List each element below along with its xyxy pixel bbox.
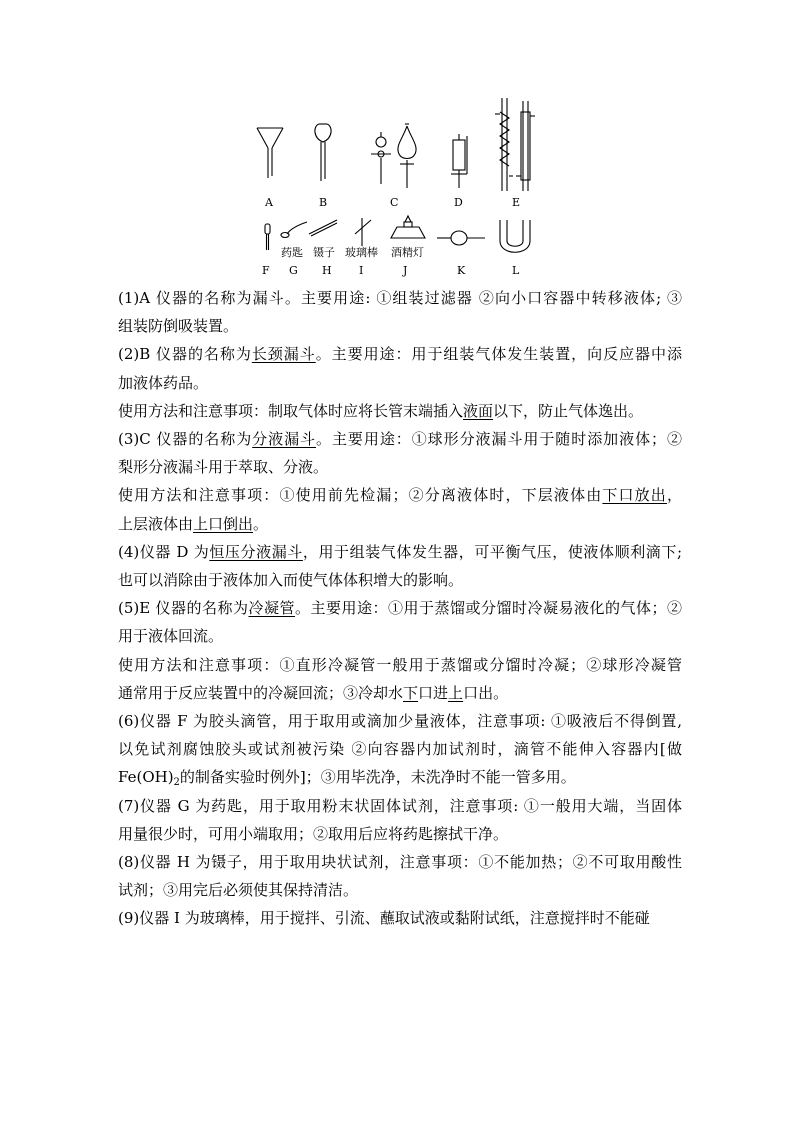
text-line: 使用方法和注意事项：①使用前先检漏；②分离液体时，下层液体由下口放出，	[118, 486, 682, 505]
label-e: E	[512, 196, 521, 209]
text-line: (2)B 仪器的名称为长颈漏斗。主要用途：用于组装气体发生装置，向反应器中添	[118, 345, 682, 364]
glass-rod-i-icon	[355, 218, 371, 246]
dropper-f-icon	[265, 224, 270, 250]
spoon-g-icon	[281, 222, 307, 238]
text-line: 梨形分液漏斗用于萃取、分液。	[118, 458, 329, 477]
caption-j: 酒精灯	[391, 246, 424, 259]
label-l: L	[512, 264, 520, 277]
body-text	[118, 284, 682, 933]
alcohol-lamp-j-icon	[391, 216, 425, 238]
drying-tube-k-icon	[437, 231, 485, 245]
label-a: A	[265, 196, 273, 209]
label-h: H	[322, 264, 332, 277]
underlined-answer: 恒压分液漏斗	[209, 542, 303, 561]
underlined-answer: 冷凝管	[248, 599, 295, 618]
text-line: (8)仪器 H 为镊子，用于取用块状试剂，注意事项：①不能加热；②不可取用酸性	[118, 853, 682, 872]
text-line: 也可以消除由于液体加入而使气体体积增大的影响。	[118, 571, 464, 590]
text-line: 使用方法和注意事项：制取气体时应将长管末端插入液面以下，防止气体逸出。	[118, 401, 644, 420]
underlined-answer: 下口放出	[602, 486, 667, 505]
text-line: (4)仪器 D 为恒压分液漏斗，用于组装气体发生器，可平衡气压，使液体顺利滴下;	[118, 542, 683, 561]
tweezers-h-icon	[309, 220, 337, 236]
caption-g: 药匙	[281, 246, 303, 259]
label-c: C	[390, 196, 399, 209]
pressure-funnel-d-icon	[451, 134, 467, 188]
text-line: 加液体药品。	[118, 373, 209, 392]
text-line: 试剂；③用完后必须使其保持清洁。	[118, 881, 359, 900]
underlined-answer: 上口倒出	[193, 514, 254, 533]
label-d: D	[454, 196, 463, 209]
apparatus-figure	[245, 96, 550, 281]
text-line: (7)仪器 G 为药匙，用于取用粉末状固体试剂，注意事项: ①一般用大端，当固体	[118, 796, 682, 815]
text-line: (1)A 仪器的名称为漏斗。主要用途: ①组装过滤器 ②向小口容器中转移液体; ③	[118, 289, 682, 307]
label-b: B	[319, 196, 328, 209]
underlined-answer: 液面	[463, 401, 494, 420]
text-line: (6)仪器 F 为胶头滴管，用于取用或滴加少量液体，注意事项: ①吸液后不得倒置,	[118, 712, 682, 731]
separatory-funnel-c-icon	[371, 124, 416, 188]
underlined-answer: 分液漏斗	[252, 430, 316, 449]
subscript: 2	[173, 777, 180, 789]
text-line: (9)仪器 I 为玻璃棒，用于搅拌、引流、蘸取试液或黏附试纸，注意搅拌时不能碰	[118, 909, 650, 928]
underlined-answer: 上	[448, 683, 464, 702]
text-line: $Fe(OH)_2$的制备实验时例外]；③用毕洗净，未洗净时不能一管多用。	[118, 768, 576, 789]
underlined-answer: 长颈漏斗	[251, 345, 316, 364]
text-line: 用量很少时，可用小端取用；②取用后应将药匙擦拭干净。	[118, 824, 509, 843]
text-line: 使用方法和注意事项：①直形冷凝管一般用于蒸馏或分馏时冷凝；②球形冷凝管	[118, 655, 682, 674]
label-i: I	[359, 264, 364, 277]
text-line: 以免试剂腐蚀胶头或试剂被污染 ②向容器内加试剂时，滴管不能伸入容器内[做	[118, 740, 682, 759]
text-line: 通常用于反应装置中的冷凝回流；③冷却水下口进上口出。	[118, 683, 509, 702]
text-line: (5)E 仪器的名称为冷凝管。主要用途：①用于蒸馏或分馏时冷凝易液化的气体；②	[118, 599, 682, 618]
caption-h: 镊子	[313, 246, 335, 259]
condenser-e-icon	[495, 98, 535, 191]
label-f: F	[262, 264, 270, 277]
label-g: G	[289, 264, 298, 277]
u-tube-l-icon	[500, 220, 530, 252]
text-line: 上层液体由上口倒出。	[118, 514, 269, 533]
funnel-a-icon	[257, 128, 283, 178]
caption-i: 玻璃棒	[345, 246, 378, 259]
long-neck-funnel-b-icon	[315, 124, 331, 181]
label-k: K	[457, 264, 466, 277]
text-line: 用于液体回流。	[118, 627, 224, 646]
label-j: J	[403, 264, 408, 277]
underlined-answer: 下	[403, 683, 419, 702]
text-line: 组装防倒吸装置。	[118, 317, 239, 336]
text-line: (3)C 仪器的名称为分液漏斗。主要用途：①球形分液漏斗用于随时添加液体；②	[118, 430, 682, 449]
